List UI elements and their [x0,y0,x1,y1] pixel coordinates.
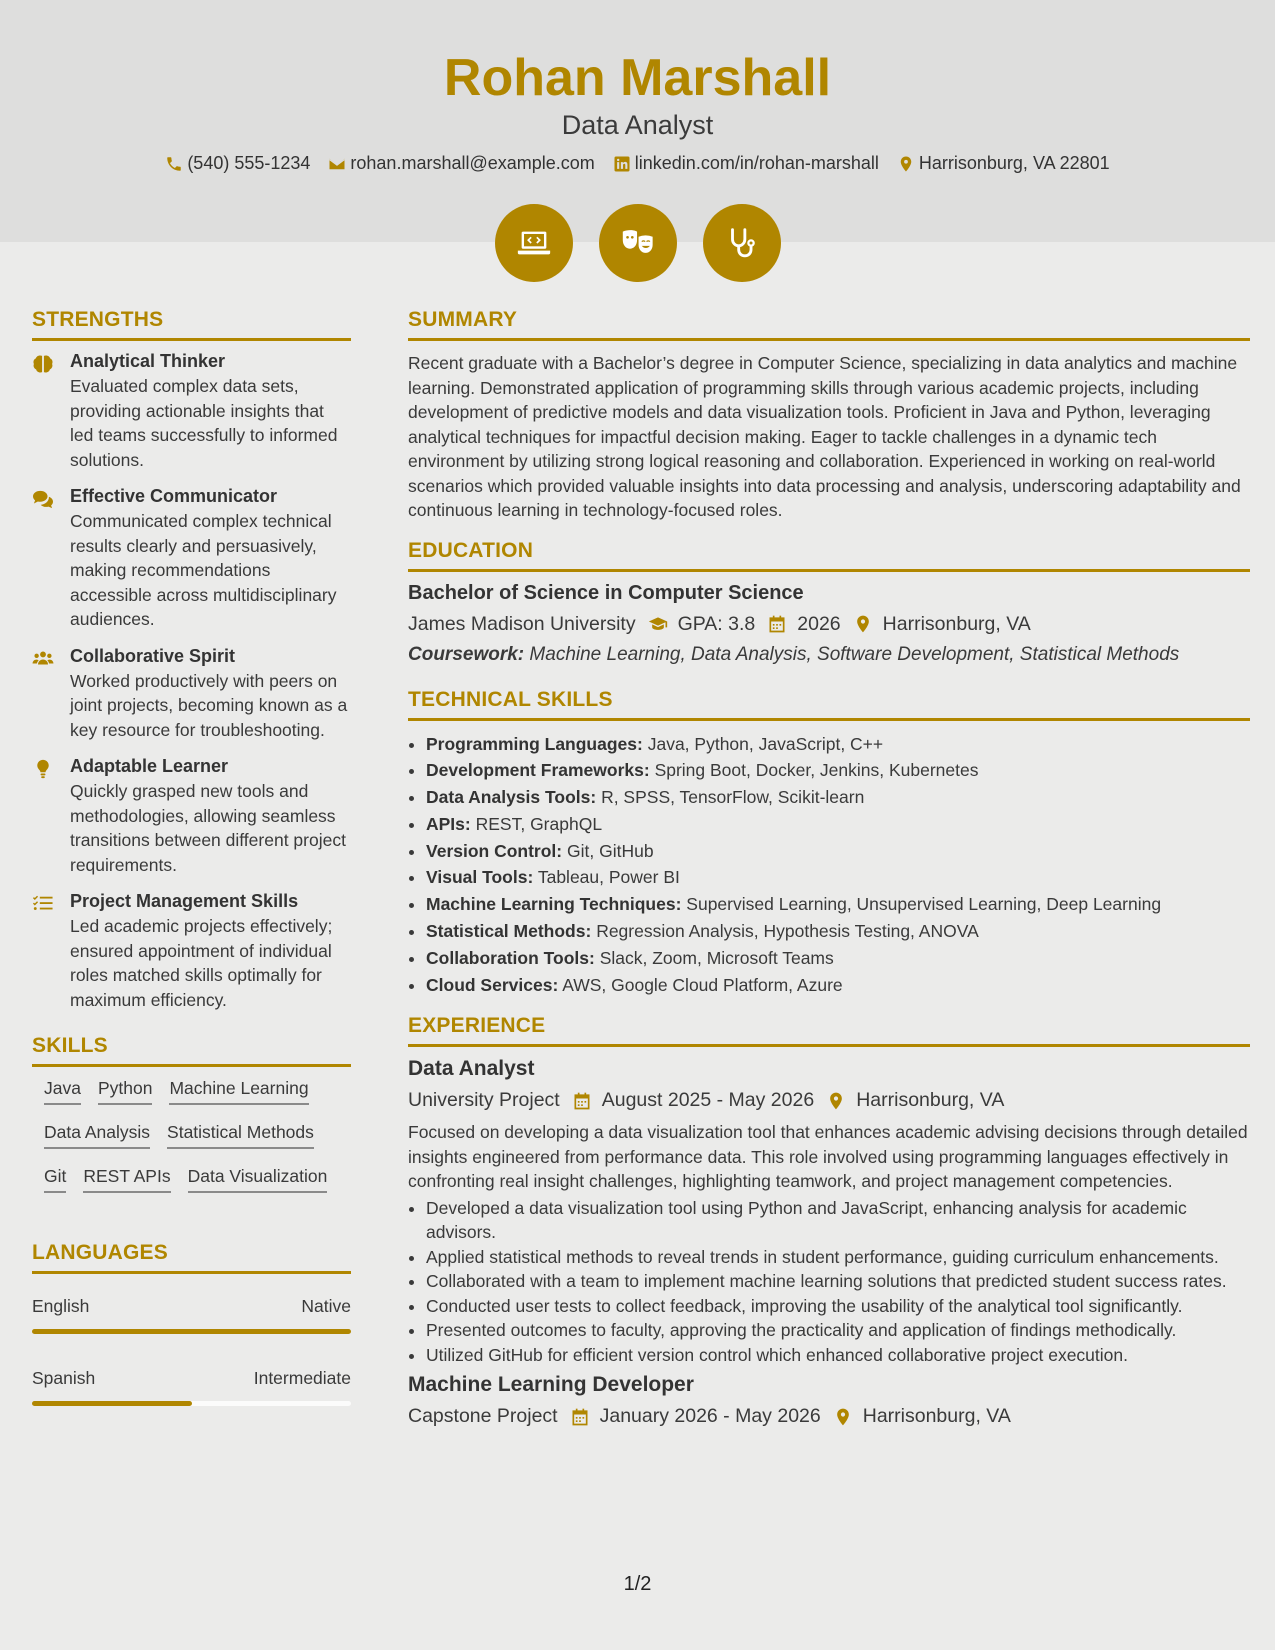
map-marker-icon [826,1091,846,1111]
contact-phone [165,153,310,174]
strength-title: Adaptable Learner [70,756,229,776]
tech-label: Data Analysis Tools: [426,787,597,808]
right-column [408,308,1250,1428]
phone-text: (540) 555-1234 [187,153,311,173]
lightbulb-icon [32,759,54,779]
list-item: • Utilized GitHub for efficient version control which enhanced collaborative project execution. [426,1343,1250,1368]
brain-icon [32,354,54,374]
strength-item [32,351,351,472]
candidate-role: Data Analyst [561,110,714,140]
list-item: • Presented outcomes to faculty, approving the practicality and application of findings methodically. [426,1318,1250,1343]
skills-heading: SKILLS [32,1034,351,1067]
summary-heading: SUMMARY [408,308,1250,341]
tech-label: Statistical Methods: [426,921,592,942]
email-text[interactable]: rohan.marshall@example.com [350,153,595,173]
education-coursework [408,644,1250,666]
strength-title: Effective Communicator [70,486,278,506]
tech-value: REST, GraphQL [475,813,603,834]
job-meta [408,1405,1250,1428]
job-dates: January 2026 - May 2026 [599,1405,821,1428]
location-text: Harrisonburg, VA 22801 [918,153,1110,173]
contact-bar [0,153,1275,174]
tech-value: AWS, Google Cloud Platform, Azure [562,974,843,995]
interest-circle [495,204,573,282]
map-marker-icon [853,614,873,634]
envelope-icon [328,155,346,173]
calendar-icon [570,1407,590,1427]
list-item [426,972,1250,999]
graduation-cap-icon [648,614,668,634]
linkedin-icon [613,155,631,173]
tech-label: Visual Tools: [426,867,534,888]
coursework-label: Coursework: [408,643,525,665]
tech-label: Machine Learning Techniques: [426,894,682,915]
strength-title: Collaborative Spirit [70,645,236,666]
list-item: • Conducted user tests to collect feedback, improving the usability of the analytical tool significantly. [426,1294,1250,1319]
education-gpa: GPA: 3.8 [677,612,756,635]
strength-desc: Worked productively with peers on joint projects, becoming known as a key resource for troubleshooting. [70,670,348,740]
list-item: • Applied statistical methods to reveal trends in student performance, guiding curriculum enhancements. [426,1245,1250,1270]
interest-circle [703,204,781,282]
tech-label: Development Frameworks: [426,760,650,781]
map-marker-icon [833,1407,853,1427]
tasks-icon [32,894,54,914]
tech-value: Tableau, Power BI [537,867,680,888]
job-meta [408,1089,1250,1112]
strength-desc: Evaluated complex data sets, providing actionable insights that led teams successfully to informed solutions. [70,376,338,470]
job-dates: August 2025 - May 2026 [601,1089,815,1112]
list-item [426,731,1250,758]
list-item: • Developed a data visualization tool using Python and JavaScript, enhancing analysis for academic advisors. [426,1196,1250,1245]
tech-label: APIs: [426,813,471,834]
tech-value: Git, GitHub [567,840,654,861]
list-item [426,757,1250,784]
language-item [32,1368,351,1406]
tech-value: Spring Boot, Docker, Jenkins, Kubernetes [654,760,979,781]
technical-skills-heading: TECHNICAL SKILLS [408,688,1250,721]
tech-value: Supervised Learning, Unsupervised Learning, Deep Learning [686,894,1162,915]
job-org: Capstone Project [408,1405,558,1428]
tech-label: Collaboration Tools: [426,947,595,968]
skill-tag: Git [44,1165,66,1193]
candidate-name: Rohan Marshall [443,49,832,107]
list-item [426,864,1250,891]
coursework-text: Machine Learning, Data Analysis, Software Development, Statistical Methods [529,643,1180,665]
job-org: University Project [408,1089,560,1112]
list-item [426,891,1250,918]
language-name: English [32,1296,90,1316]
skill-tag: Python [98,1077,152,1105]
job-location: Harrisonburg, VA [856,1089,1005,1112]
strength-item [32,646,351,743]
education-heading: EDUCATION [408,539,1250,572]
interest-icons [0,204,1275,282]
list-item [426,918,1250,945]
tech-value: Slack, Zoom, Microsoft Teams [599,947,834,968]
technical-skills-list [408,731,1250,999]
linkedin-text[interactable]: linkedin.com/in/rohan-marshall [634,153,879,173]
strengths-heading: STRENGTHS [32,308,351,341]
skill-tag: Statistical Methods [167,1121,314,1149]
calendar-icon [572,1091,592,1111]
language-name: Spanish [32,1368,96,1388]
job-entry [408,1057,1250,1367]
skills-list [32,1077,351,1193]
skill-tag: Data Visualization [188,1165,328,1193]
job-title: Data Analyst [408,1057,535,1081]
tech-label: Cloud Services: [426,974,559,995]
strength-desc: Led academic projects effectively; ensured appointment of individual roles matched skills optimally for maximum efficiency. [70,916,333,1010]
job-title: Machine Learning Developer [408,1373,694,1397]
job-bullets [408,1196,1250,1368]
language-bar-fill [32,1329,351,1334]
left-column [32,308,351,1406]
tech-label: Programming Languages: [426,733,643,754]
strength-desc: Communicated complex technical results clearly and persuasively, making recommendations accessible across multidisciplinary audiences. [70,511,337,629]
strength-item [32,756,351,877]
comments-icon [32,489,54,509]
calendar-icon [767,614,787,634]
skill-tag: Java [44,1077,81,1105]
language-bar [32,1401,351,1406]
job-location: Harrisonburg, VA [862,1405,1011,1428]
list-item: • Collaborated with a team to implement machine learning solutions that predicted student success rates. [426,1269,1250,1294]
language-bar [32,1329,351,1334]
laptop-code-icon [515,224,553,262]
users-icon [32,649,54,669]
strength-item [32,891,351,1012]
education-degree: Bachelor of Science in Computer Science [408,581,804,604]
contact-linkedin[interactable] [613,153,879,174]
language-item [32,1296,351,1334]
education-school: James Madison University [408,612,636,635]
skill-tag: Data Analysis [44,1121,150,1149]
list-item [426,784,1250,811]
experience-heading: EXPERIENCE [408,1014,1250,1047]
skill-tag: REST APIs [83,1165,170,1193]
map-marker-icon [897,155,915,173]
theater-masks-icon [619,224,657,262]
education-meta [408,613,1250,636]
list-item [426,945,1250,972]
language-level: Intermediate [253,1368,351,1388]
list-item [426,811,1250,838]
page-indicator: 1/2 [623,1573,652,1595]
strength-item [32,486,351,632]
strength-title: Project Management Skills [70,891,299,911]
language-level: Native [301,1296,351,1316]
strength-desc: Quickly grasped new tools and methodologies, allowing seamless transitions between different project requirements. [70,781,346,875]
languages-heading: LANGUAGES [32,1241,351,1274]
stethoscope-icon [723,224,761,262]
skill-tag: Machine Learning [169,1077,308,1105]
tech-value: R, SPSS, TensorFlow, Scikit-learn [601,787,865,808]
tech-value: Java, Python, JavaScript, C++ [647,733,884,754]
job-entry [408,1373,1250,1428]
list-item [426,838,1250,865]
tech-value: Regression Analysis, Hypothesis Testing, ANOVA [596,921,979,942]
interest-circle [599,204,677,282]
contact-location [897,153,1110,174]
job-description: Focused on developing a data visualization tool that enhances academic advising decisions through detailed insights engineered from performance data. This role involved using programming languages effectively in confronting real insight challenges, highlighting teamwork, and project management competencies. [408,1122,1248,1192]
tech-label: Version Control: [426,840,563,861]
education-location: Harrisonburg, VA [882,612,1031,635]
education-year: 2026 [797,612,841,635]
contact-email[interactable] [328,153,594,174]
phone-icon [165,155,183,173]
summary-text: Recent graduate with a Bachelor’s degree in Computer Science, specializing in data analytics and machine learning. Demonstrated application of programming skills through various academic projects, including development of predictive models and data visualization tools. Proficient in Java and Python, leveraging analytical techniques for impactful decision making. Eager to tackle challenges in a dynamic tech environment by utilizing strong logical reasoning and collaboration. Experienced in working on real-world scenarios which provided valuable insights into data processing and analysis, underscoring adaptability and continuous learning in technology-focused roles. [408,353,1241,520]
strength-title: Analytical Thinker [70,351,226,371]
language-bar-fill [32,1401,192,1406]
